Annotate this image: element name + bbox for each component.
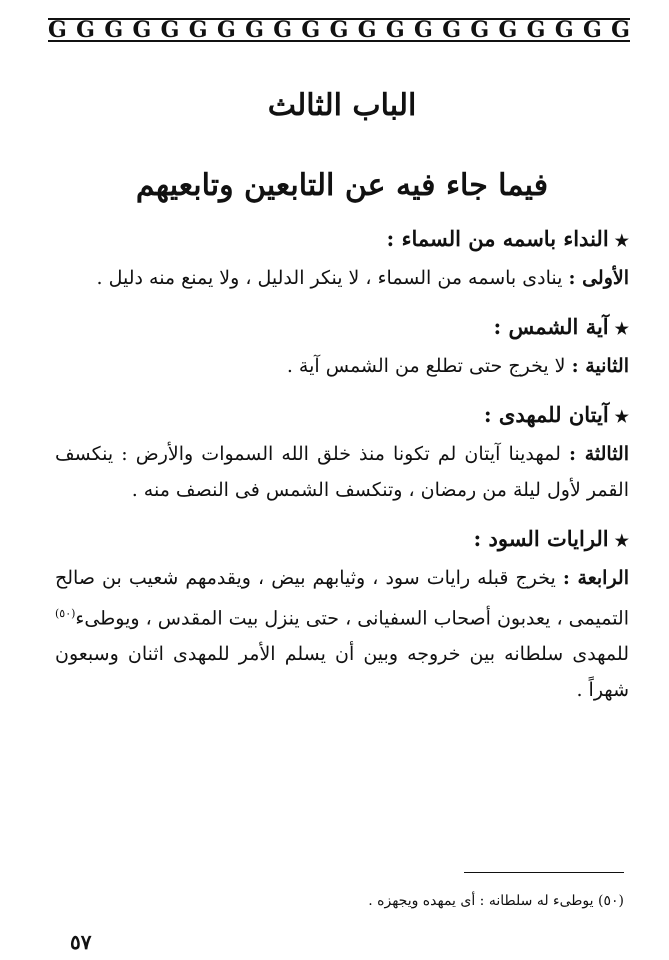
- border-ornament-icon: G: [357, 18, 377, 42]
- section-label: الأولى :: [568, 267, 629, 289]
- border-ornament-icon: G: [160, 18, 180, 42]
- border-ornament-icon: G: [216, 18, 236, 42]
- star-icon: ★: [614, 531, 629, 550]
- section-heading: ★آيتان للمهدى :: [483, 402, 629, 427]
- section-heading: ★الرايات السود :: [473, 526, 629, 551]
- section-label: الثالثة :: [569, 443, 630, 465]
- border-ornament-icon: G: [48, 18, 67, 42]
- footnote-ref[interactable]: (٥٠): [54, 607, 76, 620]
- footnote-divider: [464, 872, 624, 873]
- border-ornament-icon: G: [470, 18, 490, 42]
- border-ornament-icon: G: [414, 18, 433, 42]
- section-paragraph: الأولى : ينادى باسمه من السماء ، لا ينكر الدليل ، ولا يمنع منه دليل .: [96, 267, 629, 289]
- border-ornament-icon: G: [611, 18, 630, 42]
- section-4: [55, 520, 629, 708]
- section-3: [55, 396, 629, 508]
- star-icon: ★: [614, 407, 629, 426]
- chapter-subtitle: فيما جاء فيه عن التابعين وتابعيهم: [135, 168, 549, 203]
- border-ornament-icon: G: [301, 18, 321, 42]
- border-ornament-icon: G: [329, 18, 349, 42]
- border-ornament-icon: G: [582, 18, 602, 42]
- footnote: (٥٠) يوطىء له سلطانه : أى يمهده ويجهزه .: [368, 893, 624, 909]
- section-heading: ★آية الشمس :: [493, 314, 629, 339]
- border-ornament-icon: G: [132, 18, 152, 42]
- section-label: الرابعة :: [562, 567, 629, 589]
- border-ornament-icon: G: [76, 18, 95, 42]
- section-label: الثانية :: [571, 355, 629, 377]
- section-paragraph: الثانية : لا يخرج حتى تطلع من الشمس آية .: [286, 355, 629, 377]
- page-number: ٥٧: [70, 930, 92, 954]
- decorative-border: [48, 18, 630, 42]
- section-paragraph: الرابعة : يخرج قبله رايات سود ، وثيابهم بيض ، ويقدمهم شعيب بن صالح التميمى ، يعدبون أصحاب السفيانى ، حتى ينزل بيت المقدس ، ويوطىء$^{(٥٠)}$ للمهدى سلطانه بين خروجه وبين أن يسلم الأمر للمهدى اثنان وسبعون شهراً .: [54, 567, 629, 702]
- border-ornament-icon: G: [526, 18, 546, 42]
- section-paragraph: الثالثة : لمهدينا آيتان لم تكونا منذ خلق الله السموات والأرض : ينكسف القمر لأول ليلة من رمضان ، وتنكسف الشمس فى النصف منه .: [55, 443, 630, 501]
- section-2: [55, 308, 629, 384]
- border-ornament-icon: G: [245, 18, 264, 42]
- page-body: [55, 60, 629, 708]
- border-ornament-icon: G: [385, 18, 405, 42]
- border-ornament-icon: G: [498, 18, 518, 42]
- star-icon: ★: [614, 319, 629, 338]
- chapter-title: الباب الثالث: [267, 88, 417, 123]
- star-icon: ★: [614, 231, 629, 250]
- section-1: [55, 220, 629, 296]
- border-ornament-icon: G: [273, 18, 293, 42]
- border-ornament-icon: G: [554, 18, 574, 42]
- border-ornament-icon: G: [188, 18, 208, 42]
- border-ornament-icon: G: [442, 18, 461, 42]
- border-ornament-icon: G: [104, 18, 124, 42]
- section-heading: ★النداء باسمه من السماء :: [386, 226, 629, 251]
